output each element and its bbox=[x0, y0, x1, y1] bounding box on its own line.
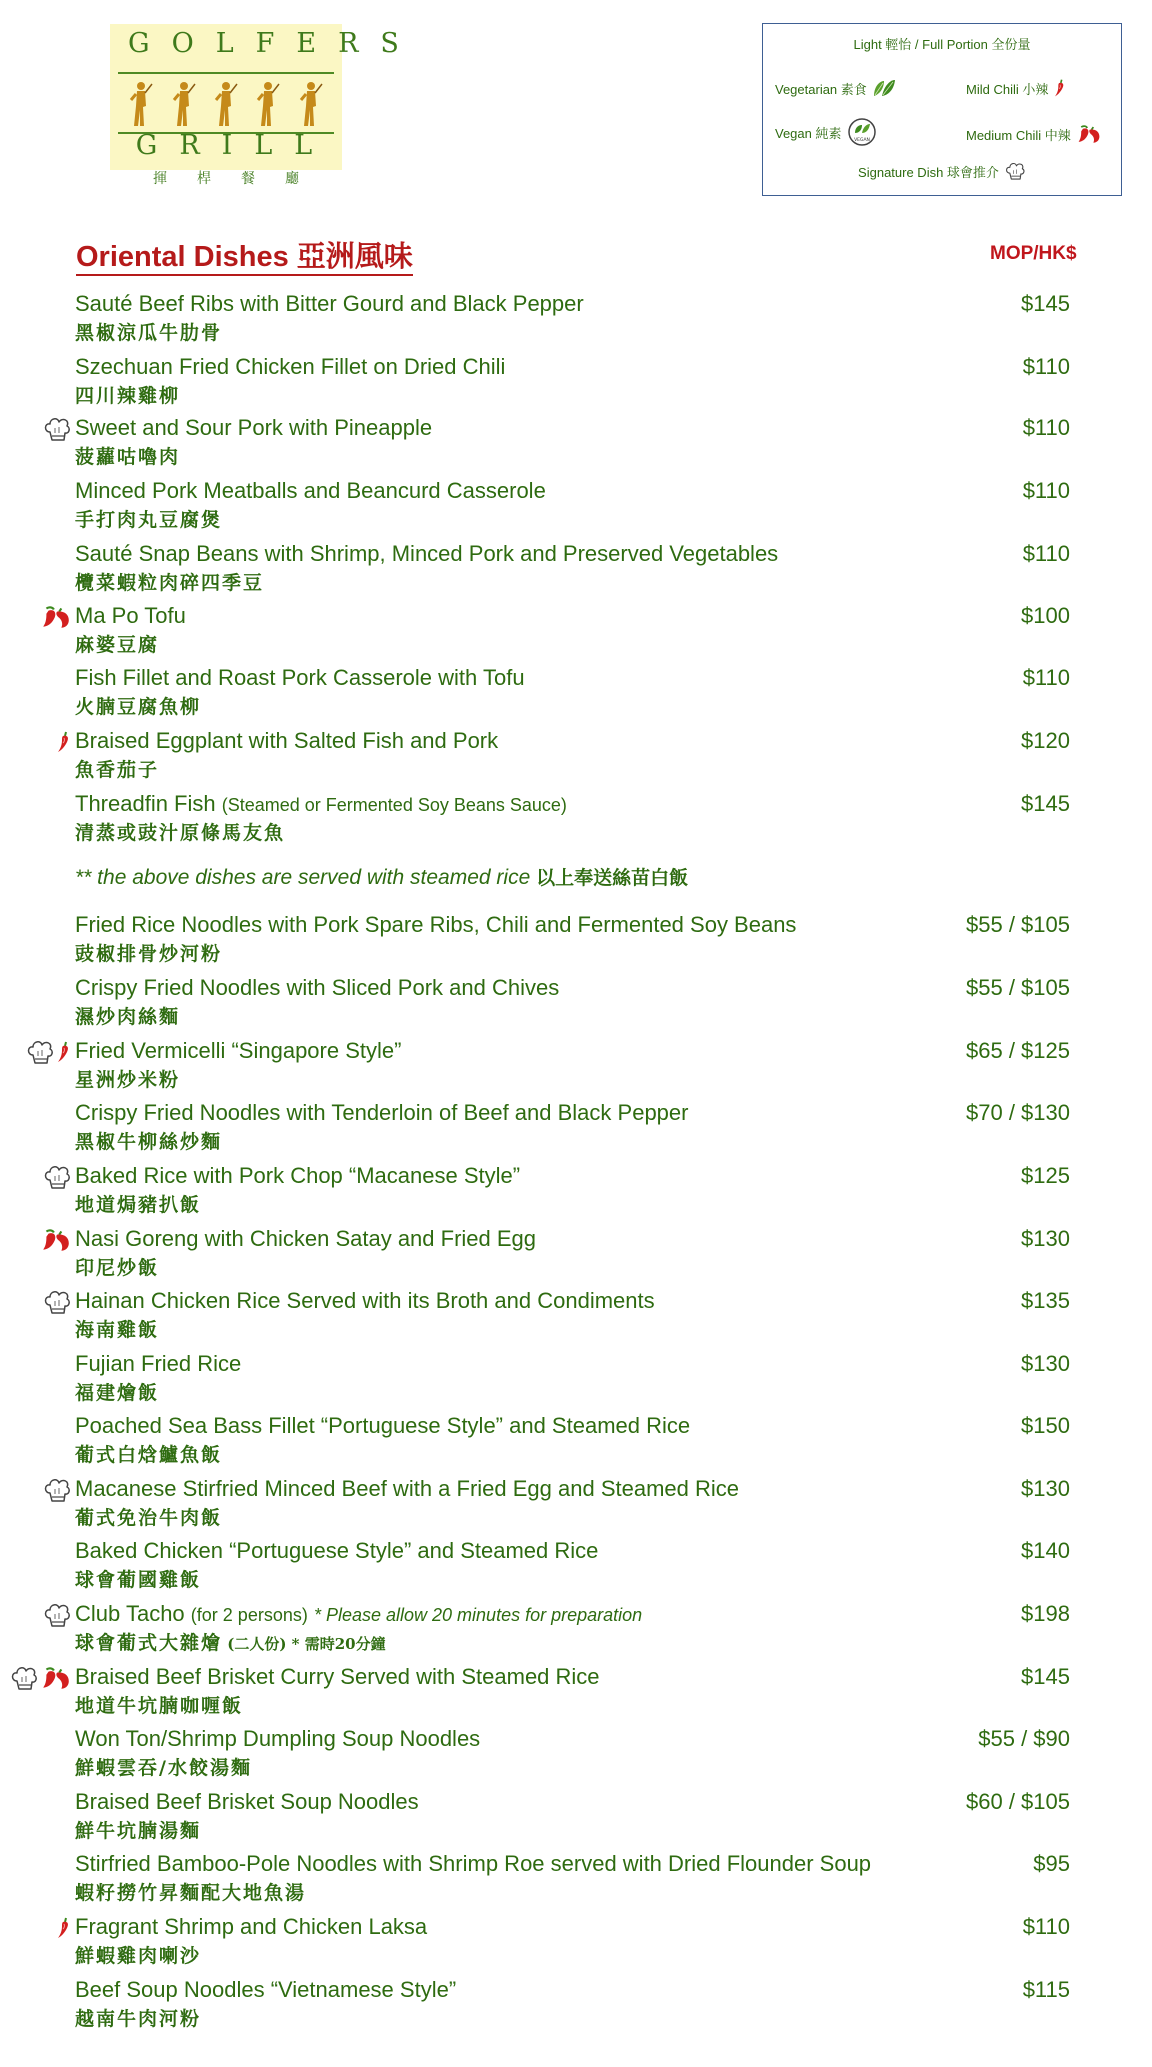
legend-medium-chili bbox=[966, 122, 1102, 146]
legend-portion bbox=[763, 34, 1121, 53]
menu-item-icons bbox=[6, 1663, 72, 1693]
logo-chinese-text: 揮桿餐廳 bbox=[153, 171, 329, 187]
menu-item-price: $140 bbox=[1021, 1538, 1070, 1563]
chef-hat-icon bbox=[25, 1037, 55, 1067]
dish-name: Won Ton/Shrimp Dumpling Soup Noodles bbox=[75, 1726, 481, 1751]
menu-item-name-cn: 地道焗豬扒飯 bbox=[75, 1194, 202, 1216]
legend-signature bbox=[763, 160, 1121, 182]
legend-vegetarian-label: Vegetarian 素食 bbox=[775, 81, 867, 97]
dish-name: Braised Beef Brisket Curry Served with Steamed Rice bbox=[75, 1664, 600, 1689]
menu-item-price: $125 bbox=[1021, 1163, 1070, 1188]
legend-vegan bbox=[775, 117, 877, 147]
menu-item-name-cn: 魚香茄子 bbox=[75, 759, 160, 781]
menu-item-name-cn: 麻婆豆腐 bbox=[75, 634, 160, 656]
mild-chili-icon bbox=[56, 1916, 72, 1940]
chef-hat-icon bbox=[42, 1287, 72, 1317]
menu-item-name-en bbox=[75, 790, 567, 819]
menu-item-name-cn: 印尼炒飯 bbox=[75, 1257, 160, 1279]
menu-item bbox=[0, 1976, 1152, 2038]
menu-item bbox=[0, 1225, 1152, 1287]
menu-item-icons bbox=[6, 414, 72, 444]
menu-item-name-en bbox=[75, 1099, 688, 1127]
menu-item bbox=[0, 1412, 1152, 1474]
menu-item-name-cn: 球會葡國雞飯 bbox=[75, 1569, 202, 1591]
legend-mild-chili bbox=[966, 78, 1067, 98]
menu-item bbox=[0, 1788, 1152, 1850]
menu-item-name-en bbox=[75, 1350, 241, 1378]
dish-name: Hainan Chicken Rice Served with its Broth and Condiments bbox=[75, 1288, 655, 1313]
menu-item bbox=[0, 1600, 1152, 1662]
menu-item-name-en bbox=[75, 1475, 739, 1503]
dish-name: Sweet and Sour Pork with Pineapple bbox=[75, 415, 433, 440]
logo-golfers bbox=[120, 80, 332, 130]
menu-item-name-cn: 四川辣雞柳 bbox=[75, 385, 181, 407]
menu-item-name-en bbox=[75, 290, 584, 318]
menu-item-price: $150 bbox=[1021, 1413, 1070, 1438]
menu-item-name-en bbox=[75, 353, 505, 381]
menu-item bbox=[0, 664, 1152, 726]
menu-item-price: $145 bbox=[1021, 1664, 1070, 1689]
menu-item-name-en bbox=[75, 1913, 427, 1941]
menu-item-icons bbox=[6, 1600, 72, 1630]
menu-item-price: $120 bbox=[1021, 728, 1070, 753]
dish-name: Beef Soup Noodles “Vietnamese Style” bbox=[75, 1977, 457, 2002]
menu-item-icons bbox=[6, 1225, 72, 1255]
chef-hat-icon bbox=[42, 414, 72, 444]
menu-item-name-en bbox=[75, 1600, 642, 1629]
menu-item-name-cn: 蝦籽撈竹昇麵配大地魚湯 bbox=[75, 1882, 307, 1904]
menu-item-name-cn: 火腩豆腐魚柳 bbox=[75, 696, 202, 718]
menu-item bbox=[0, 1725, 1152, 1787]
menu-item-name-en bbox=[75, 1412, 690, 1440]
menu-item-price: $110 bbox=[1022, 1914, 1070, 1939]
menu-item-name-cn: 球會葡式大雜燴 (二人份) * 需時20分鐘 bbox=[75, 1632, 386, 1654]
menu-item bbox=[0, 290, 1152, 352]
menu-item bbox=[0, 414, 1152, 476]
currency-label: MOP/HK$ bbox=[990, 243, 1077, 264]
dish-note-cn: (二人份) * 需時20分鐘 bbox=[222, 1635, 386, 1653]
menu-item bbox=[0, 727, 1152, 789]
menu-item-price: $110 bbox=[1022, 354, 1070, 379]
golfers-grill-logo bbox=[110, 24, 421, 187]
medium-chili-icon bbox=[40, 1665, 72, 1691]
mild-chili-icon bbox=[56, 730, 72, 754]
menu-item-name-cn: 濕炒肉絲麵 bbox=[75, 1006, 181, 1028]
menu-item-price: $145 bbox=[1021, 291, 1070, 316]
golfer-icon bbox=[170, 80, 198, 130]
menu-item-price: $100 bbox=[1021, 603, 1070, 628]
golfer-icon bbox=[127, 80, 155, 130]
dish-name: Baked Chicken “Portuguese Style” and Steamed Rice bbox=[75, 1538, 599, 1563]
menu-item-price: $110 bbox=[1022, 415, 1070, 440]
menu-item-icons bbox=[6, 1913, 72, 1943]
menu-item-name-en bbox=[75, 664, 525, 692]
menu-item-name-cn: 福建燴飯 bbox=[75, 1382, 160, 1404]
menu-item bbox=[0, 1913, 1152, 1975]
dish-name: Minced Pork Meatballs and Beancurd Casserole bbox=[75, 478, 546, 503]
menu-item-name-cn: 欖菜蝦粒肉碎四季豆 bbox=[75, 572, 265, 594]
menu-item-name-en bbox=[75, 1850, 871, 1878]
menu-item-price: $130 bbox=[1021, 1476, 1070, 1501]
legend-mild-chili-label: Mild Chili 小辣 bbox=[966, 81, 1049, 97]
menu-item-icons bbox=[6, 727, 72, 757]
menu-item bbox=[0, 1162, 1152, 1224]
vegetarian-leaf-icon bbox=[872, 78, 896, 98]
menu-item-name-en bbox=[75, 1788, 419, 1816]
legend-medium-chili-label: Medium Chili 中辣 bbox=[966, 127, 1071, 143]
menu-item-name-cn: 清蒸或豉汁原條馬友魚 bbox=[75, 822, 286, 844]
menu-item-price: $65 / $125 bbox=[966, 1038, 1070, 1063]
legend-signature-label: Signature Dish 球會推介 bbox=[858, 164, 999, 180]
menu-item-price: $55 / $105 bbox=[966, 975, 1070, 1000]
chef-hat-icon bbox=[42, 1600, 72, 1630]
chef-hat-icon bbox=[1004, 160, 1026, 182]
dish-name: Nasi Goreng with Chicken Satay and Fried Egg bbox=[75, 1226, 537, 1251]
menu-item-price: $110 bbox=[1022, 478, 1070, 503]
legend-portion-label: Light 輕怡 / Full Portion 全份量 bbox=[853, 37, 1031, 52]
menu-item-price: $145 bbox=[1021, 791, 1070, 816]
menu-item-name-cn: 越南牛肉河粉 bbox=[75, 2008, 202, 2030]
menu-item-name-en bbox=[75, 1037, 401, 1065]
menu-item bbox=[0, 1537, 1152, 1599]
menu-item bbox=[0, 1350, 1152, 1412]
menu-item-price: $198 bbox=[1021, 1601, 1070, 1626]
menu-item-price: $95 bbox=[1033, 1851, 1070, 1876]
menu-item-name-cn: 鮮蝦雲吞/水餃湯麵 bbox=[75, 1757, 252, 1779]
dish-name: Fujian Fried Rice bbox=[75, 1351, 242, 1376]
dish-name: Sauté Beef Ribs with Bitter Gourd and Black Pepper bbox=[75, 291, 584, 316]
chef-hat-icon bbox=[42, 1475, 72, 1505]
menu-item-icons bbox=[6, 1162, 72, 1192]
menu-item-icons bbox=[6, 602, 72, 632]
menu-item bbox=[0, 1663, 1152, 1725]
logo-rule-top bbox=[118, 72, 334, 74]
logo-bottom-text: GRILL bbox=[135, 130, 335, 161]
menu-item-name-en bbox=[75, 414, 432, 442]
menu-item bbox=[0, 540, 1152, 602]
menu-item-price: $55 / $105 bbox=[966, 912, 1070, 937]
menu-item-name-en bbox=[75, 911, 796, 939]
menu-item-name-cn: 星洲炒米粉 bbox=[75, 1069, 181, 1091]
menu-item-price: $130 bbox=[1021, 1351, 1070, 1376]
mild-chili-icon bbox=[56, 1040, 72, 1064]
menu-item bbox=[0, 1850, 1152, 1912]
menu-item bbox=[0, 1099, 1152, 1161]
menu-item-name-en bbox=[75, 1162, 520, 1190]
dish-name: Crispy Fried Noodles with Sliced Pork and Chives bbox=[75, 975, 560, 1000]
menu-item-name-en bbox=[75, 1287, 655, 1315]
menu-item-name-cn: 葡式白焓鱸魚飯 bbox=[75, 1444, 223, 1466]
menu-item bbox=[0, 974, 1152, 1036]
dish-name: Braised Beef Brisket Soup Noodles bbox=[75, 1789, 419, 1814]
menu-item-price: $135 bbox=[1021, 1288, 1070, 1313]
menu-item-icons bbox=[6, 1475, 72, 1505]
legend-vegetarian bbox=[775, 78, 896, 98]
menu-item-name-en bbox=[75, 1537, 598, 1565]
menu-item-name-cn: 黑椒牛柳絲炒麵 bbox=[75, 1131, 223, 1153]
dish-name: Crispy Fried Noodles with Tenderloin of Beef and Black Pepper bbox=[75, 1100, 689, 1125]
menu-item-name-cn: 海南雞飯 bbox=[75, 1319, 160, 1341]
dish-name: Ma Po Tofu bbox=[75, 603, 186, 628]
dish-name: Poached Sea Bass Fillet “Portuguese Style” and Steamed Rice bbox=[75, 1413, 691, 1438]
menu-item-name-en bbox=[75, 974, 559, 1002]
dish-name: Threadfin Fish bbox=[75, 791, 216, 816]
dish-name: Baked Rice with Pork Chop “Macanese Style” bbox=[75, 1163, 521, 1188]
dish-name: Stirfried Bamboo-Pole Noodles with Shrimp Roe served with Dried Flounder Soup bbox=[75, 1851, 872, 1876]
menu-item bbox=[0, 477, 1152, 539]
menu-item-name-en bbox=[75, 1976, 456, 2004]
rice-note bbox=[75, 863, 688, 890]
menu-item bbox=[0, 353, 1152, 415]
icon-legend bbox=[762, 23, 1122, 196]
dish-name: Fried Vermicelli “Singapore Style” bbox=[75, 1038, 402, 1063]
menu-item-name-en bbox=[75, 602, 186, 630]
section-title: Oriental Dishes 亞洲風味 bbox=[76, 240, 413, 276]
menu-item-name-cn: 地道牛坑腩咖喱飯 bbox=[75, 1695, 244, 1717]
menu-item-price: $110 bbox=[1022, 665, 1070, 690]
dish-name: Fried Rice Noodles with Pork Spare Ribs, Chili and Fermented Soy Beans bbox=[75, 912, 797, 937]
vegan-badge-icon bbox=[847, 117, 877, 147]
medium-chili-icon bbox=[40, 604, 72, 630]
dish-name: Braised Eggplant with Salted Fish and Pork bbox=[75, 728, 499, 753]
medium-chili-icon bbox=[40, 1227, 72, 1253]
rice-note-cn: 以上奉送絲苗白飯 bbox=[536, 867, 689, 889]
medium-chili-icon bbox=[1076, 122, 1102, 146]
menu-item-price: $70 / $130 bbox=[966, 1100, 1070, 1125]
menu-item bbox=[0, 911, 1152, 973]
menu-item-price: $115 bbox=[1022, 1977, 1070, 2002]
dish-name: Szechuan Fried Chicken Fillet on Dried Chili bbox=[75, 354, 506, 379]
menu-item-name-cn: 鮮牛坑腩湯麵 bbox=[75, 1820, 202, 1842]
menu-item-name-cn: 鮮蝦雞肉喇沙 bbox=[75, 1945, 202, 1967]
chef-hat-icon bbox=[9, 1663, 39, 1693]
menu-item-price: $60 / $105 bbox=[966, 1789, 1070, 1814]
legend-vegan-label: Vegan 純素 bbox=[775, 125, 842, 141]
dish-name: Sauté Snap Beans with Shrimp, Minced Pork and Preserved Vegetables bbox=[75, 541, 779, 566]
golfer-icon bbox=[254, 80, 282, 130]
dish-name: Fish Fillet and Roast Pork Casserole with Tofu bbox=[75, 665, 525, 690]
menu-item-icons bbox=[6, 1287, 72, 1317]
menu-item-price: $110 bbox=[1022, 541, 1070, 566]
dish-detail: (for 2 persons) bbox=[190, 1605, 308, 1625]
menu-item bbox=[0, 602, 1152, 664]
menu-item-name-cn: 手打肉丸豆腐煲 bbox=[75, 509, 223, 531]
menu-item bbox=[0, 1037, 1152, 1099]
chef-hat-icon bbox=[42, 1162, 72, 1192]
dish-name: Macanese Stirfried Minced Beef with a Fried Egg and Steamed Rice bbox=[75, 1476, 739, 1501]
dish-name: Club Tacho bbox=[75, 1601, 185, 1626]
rice-note-en: ** the above dishes are served with steamed rice bbox=[75, 866, 531, 889]
mild-chili-icon bbox=[1053, 78, 1067, 98]
menu-item bbox=[0, 1475, 1152, 1537]
menu-item-name-en bbox=[75, 727, 498, 755]
dish-note: * Please allow 20 minutes for preparation bbox=[313, 1605, 643, 1625]
golfer-icon bbox=[212, 80, 240, 130]
logo-top-text: GOLFERS bbox=[128, 28, 421, 59]
menu-item-name-cn: 葡式免治牛肉飯 bbox=[75, 1507, 223, 1529]
menu-item bbox=[0, 1287, 1152, 1349]
menu-item-name-cn: 豉椒排骨炒河粉 bbox=[75, 943, 223, 965]
menu-item-name-en bbox=[75, 477, 546, 505]
menu-item-price: $55 / $90 bbox=[978, 1726, 1070, 1751]
menu-item-name-en bbox=[75, 1225, 536, 1253]
menu-item-icons bbox=[6, 1037, 72, 1067]
dish-name: Fragrant Shrimp and Chicken Laksa bbox=[75, 1914, 428, 1939]
menu-item-name-cn: 菠蘿咕嚕肉 bbox=[75, 446, 181, 468]
menu-item-name-cn: 黑椒涼瓜牛肋骨 bbox=[75, 322, 223, 344]
menu-item bbox=[0, 790, 1152, 852]
golfer-icon bbox=[297, 80, 325, 130]
menu-item-name-en bbox=[75, 1725, 480, 1753]
menu-item-name-en bbox=[75, 540, 778, 568]
menu-item-name-en bbox=[75, 1663, 600, 1691]
dish-detail: (Steamed or Fermented Soy Beans Sauce) bbox=[221, 795, 567, 815]
menu-item-price: $130 bbox=[1021, 1226, 1070, 1251]
